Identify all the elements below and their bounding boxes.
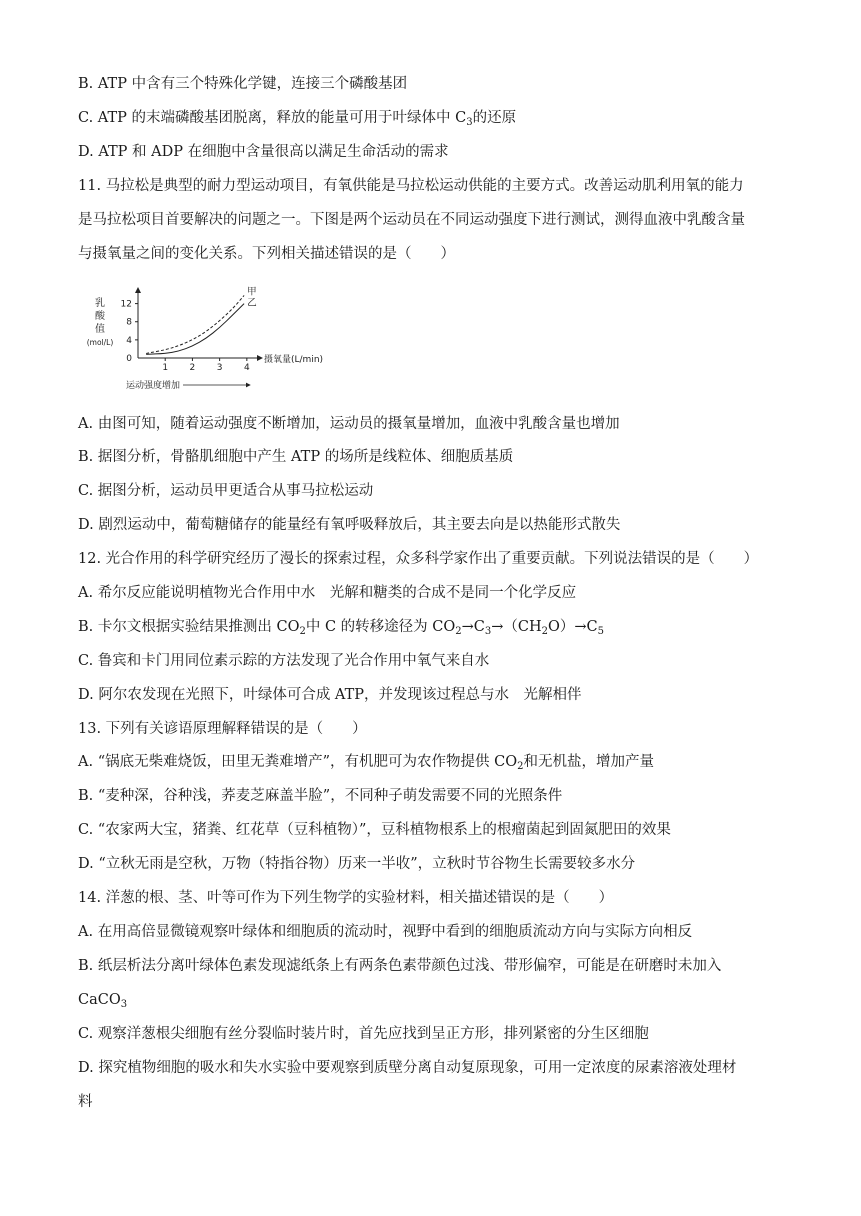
q11-stem-line1: 11. 马拉松是典型的耐力型运动项目，有氧供能是马拉松运动供能的主要方式。改善运动肌利用氧的能力 bbox=[78, 178, 744, 194]
x-axis-note: 运动强度增加 bbox=[126, 381, 181, 391]
q13-option-c: C. “农家两大宝，猪粪、红花草（豆科植物）”，豆科植物根系上的根瘤菌起到固氮肥田的效果 bbox=[78, 822, 671, 838]
y-tick-label: 12 bbox=[120, 299, 132, 310]
x-axis-label: 摄氧量(L/min) bbox=[264, 355, 324, 365]
y-tick-label: 8 bbox=[126, 317, 132, 328]
y-axis-label-char: 酸 bbox=[95, 311, 105, 322]
q14-option-a: A. 在用高倍显微镜观察叶绿体和细胞质的流动时，视野中看到的细胞质流动方向与实际方向相反 bbox=[78, 924, 693, 940]
q12-option-b-part5: O）→C bbox=[548, 619, 598, 635]
q13-option-d: D. “立秋无雨是空秋，万物（特指谷物）历来一半收”，立秋时节谷物生长需要较多水分 bbox=[78, 856, 636, 872]
q11-option-b: B. 据图分析，骨骼肌细胞中产生 ATP 的场所是线粒体、细胞质基质 bbox=[78, 449, 514, 465]
q13-stem: 13. 下列有关谚语原理解释错误的是（ ） bbox=[78, 721, 367, 737]
q14-option-b-cont bbox=[78, 990, 127, 1010]
q10-option-b: B. ATP 中含有三个特殊化学键，连接三个磷酸基团 bbox=[78, 76, 408, 92]
q13-option-a-part1: A. “锅底无柴难烧饭，田里无粪难增产”，有机肥可为农作物提供 CO bbox=[78, 754, 518, 770]
y-axis-label bbox=[87, 296, 114, 347]
y-axis-label-unit: (mol/L) bbox=[86, 338, 114, 347]
q11-option-c: C. 据图分析，运动员甲更适合从事马拉松运动 bbox=[78, 483, 374, 499]
q14-option-b: B. 纸层析法分离叶绿体色素发现滤纸条上有两条色素带颜色过浅、带形偏窄，可能是在研磨时未加入 bbox=[78, 958, 722, 974]
y-axis-label-char: 值 bbox=[95, 324, 105, 335]
q13-option-a-sub: 2 bbox=[517, 761, 524, 772]
q12-option-d: D. 阿尔农发现在光照下，叶绿体可合成 ATP，并发现该过程总与水 光解相伴 bbox=[78, 687, 582, 703]
series-label: 甲 bbox=[247, 286, 257, 298]
y-tick-label: 4 bbox=[126, 335, 132, 346]
q12-sub-2b: 2 bbox=[455, 626, 462, 637]
y-axis-label-char: 乳 bbox=[95, 298, 105, 309]
q12-sub-3: 3 bbox=[484, 626, 492, 637]
q13-option-a bbox=[78, 752, 654, 772]
x-tick-label: 3 bbox=[216, 363, 223, 373]
q11-stem-line2: 是马拉松项目首要解决的问题之一。下图是两个运动员在不同运动强度下进行测试，测得血液中乳酸含量 bbox=[78, 212, 745, 228]
lactate-oxygen-chart bbox=[80, 282, 324, 402]
q12-sub-2a: 2 bbox=[299, 626, 306, 637]
q10-option-c bbox=[78, 108, 516, 128]
q14-stem: 14. 洋葱的根、茎、叶等可作为下列生物学的实验材料，相关描述错误的是（ ） bbox=[78, 890, 614, 906]
x-tick-label: 4 bbox=[243, 363, 250, 373]
q12-sub-2c: 2 bbox=[541, 626, 549, 637]
q12-option-b-part1: B. 卡尔文根据实验结果推测出 CO bbox=[78, 619, 300, 635]
q14-option-b-cont-sub: 3 bbox=[120, 999, 128, 1010]
q12-option-b-part2: 中 C 的转移途径为 CO bbox=[305, 619, 456, 635]
q14-option-d: D. 探究植物细胞的吸水和失水实验中要观察到质壁分离自动复原现象，可用一定浓度的尿素溶液处理材 bbox=[78, 1060, 737, 1076]
q12-option-a: A. 希尔反应能说明植物光合作用中水 光解和糖类的合成不是同一个化学反应 bbox=[78, 585, 577, 601]
q12-sub-5: 5 bbox=[597, 626, 605, 637]
q14-option-c: C. 观察洋葱根尖细胞有丝分裂临时装片时，首先应找到呈正方形，排列紧密的分生区细胞 bbox=[78, 1026, 649, 1042]
x-tick-label: 2 bbox=[189, 363, 196, 373]
q11-stem-line3: 与摄氧量之间的变化关系。下列相关描述错误的是（ ） bbox=[78, 246, 455, 262]
q10-option-c-tail: 的还原 bbox=[472, 110, 517, 126]
q11-option-a: A. 由图可知，随着运动强度不断增加，运动员的摄氧量增加，血液中乳酸含量也增加 bbox=[78, 416, 620, 432]
q11-option-d: D. 剧烈运动中，葡萄糖储存的能量经有氧呼吸释放后，其主要去向是以热能形式散失 bbox=[78, 517, 621, 533]
q10-option-c-text: C. ATP 的末端磷酸基团脱离，释放的能量可用于叶绿体中 C bbox=[78, 110, 467, 126]
q10-option-c-sub: 3 bbox=[466, 117, 473, 128]
q12-option-b-part4: →（CH bbox=[491, 619, 542, 635]
x-tick-label: 0 bbox=[126, 354, 132, 364]
q12-stem: 12. 光合作用的科学研究经历了漫长的探索过程，众多科学家作出了重要贡献。下列说法错误的是（ ） bbox=[78, 551, 759, 567]
q14-option-d-cont: 料 bbox=[78, 1094, 93, 1110]
q10-option-d: D. ATP 和 ADP 在细胞中含量很高以满足生命活动的需求 bbox=[78, 144, 449, 160]
q12-option-b-part3: →C bbox=[461, 619, 485, 635]
q13-option-a-part2: 和无机盐，增加产量 bbox=[523, 754, 654, 770]
q12-option-c: C. 鲁宾和卡门用同位素示踪的方法发现了光合作用中氧气来自水 bbox=[78, 653, 490, 669]
q12-option-b bbox=[78, 617, 604, 637]
series-label: 乙 bbox=[247, 297, 257, 309]
q13-option-b: B. “麦种深，谷种浅，荞麦芝麻盖半脸”，不同种子萌发需要不同的光照条件 bbox=[78, 788, 563, 804]
x-tick-label: 1 bbox=[162, 363, 169, 373]
q14-option-b-cont-text: CaCO bbox=[78, 992, 121, 1008]
